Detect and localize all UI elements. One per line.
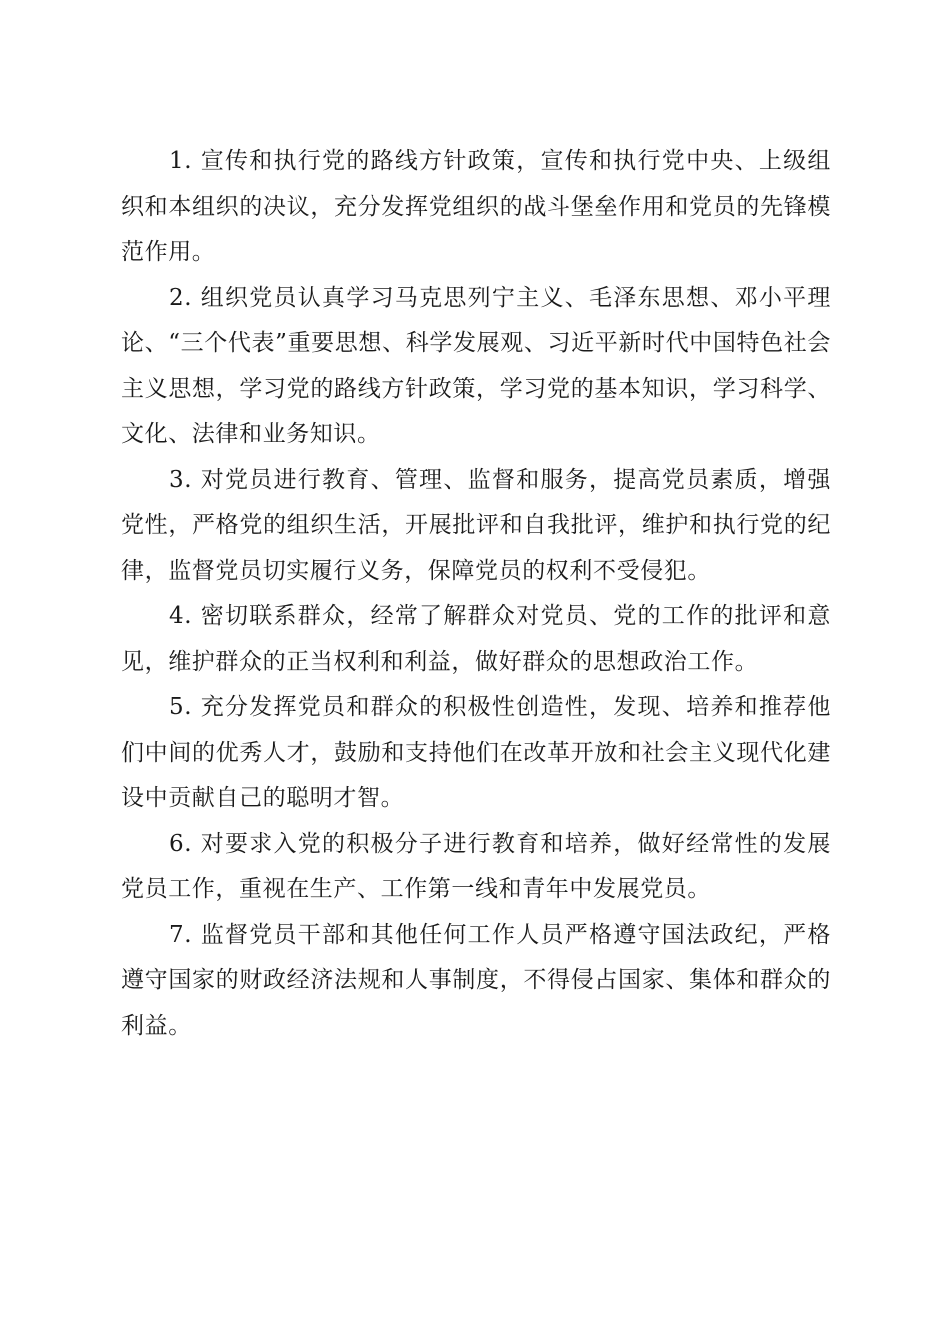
document-body xyxy=(121,139,831,1049)
paragraph-item-4: 4. 密切联系群众，经常了解群众对党员、党的工作的批评和意见，维护群众的正当权利和利益，做好群众的思想政治工作。 xyxy=(121,603,831,675)
paragraph-item-6: 6. 对要求入党的积极分子进行教育和培养，做好经常性的发展党员工作，重视在生产、工作第一线和青年中发展党员。 xyxy=(121,830,831,902)
paragraph-item-7: 7. 监督党员干部和其他任何工作人员严格遵守国法政纪，严格遵守国家的财政经济法规和人事制度，不得侵占国家、集体和群众的利益。 xyxy=(121,921,831,1039)
paragraph-item-2: 2. 组织党员认真学习马克思列宁主义、毛泽东思想、邓小平理论、“三个代表”重要思想、科学发展观、习近平新时代中国特色社会主义思想，学习党的路线方针政策，学习党的基本知识，学习科学、文化、法律和业务知识。 xyxy=(121,284,831,447)
paragraph-item-5: 5. 充分发挥党员和群众的积极性创造性，发现、培养和推荐他们中间的优秀人才，鼓励和支持他们在改革开放和社会主义现代化建设中贡献自己的聪明才智。 xyxy=(121,694,831,811)
paragraph-item-3: 3. 对党员进行教育、管理、监督和服务，提高党员素质，增强党性，严格党的组织生活，开展批评和自我批评，维护和执行党的纪律，监督党员切实履行义务，保障党员的权利不受侵犯。 xyxy=(121,466,831,584)
paragraph-item-1: 1. 宣传和执行党的路线方针政策，宣传和执行党中央、上级组织和本组织的决议，充分发挥党组织的战斗堡垒作用和党员的先锋模范作用。 xyxy=(121,148,831,265)
